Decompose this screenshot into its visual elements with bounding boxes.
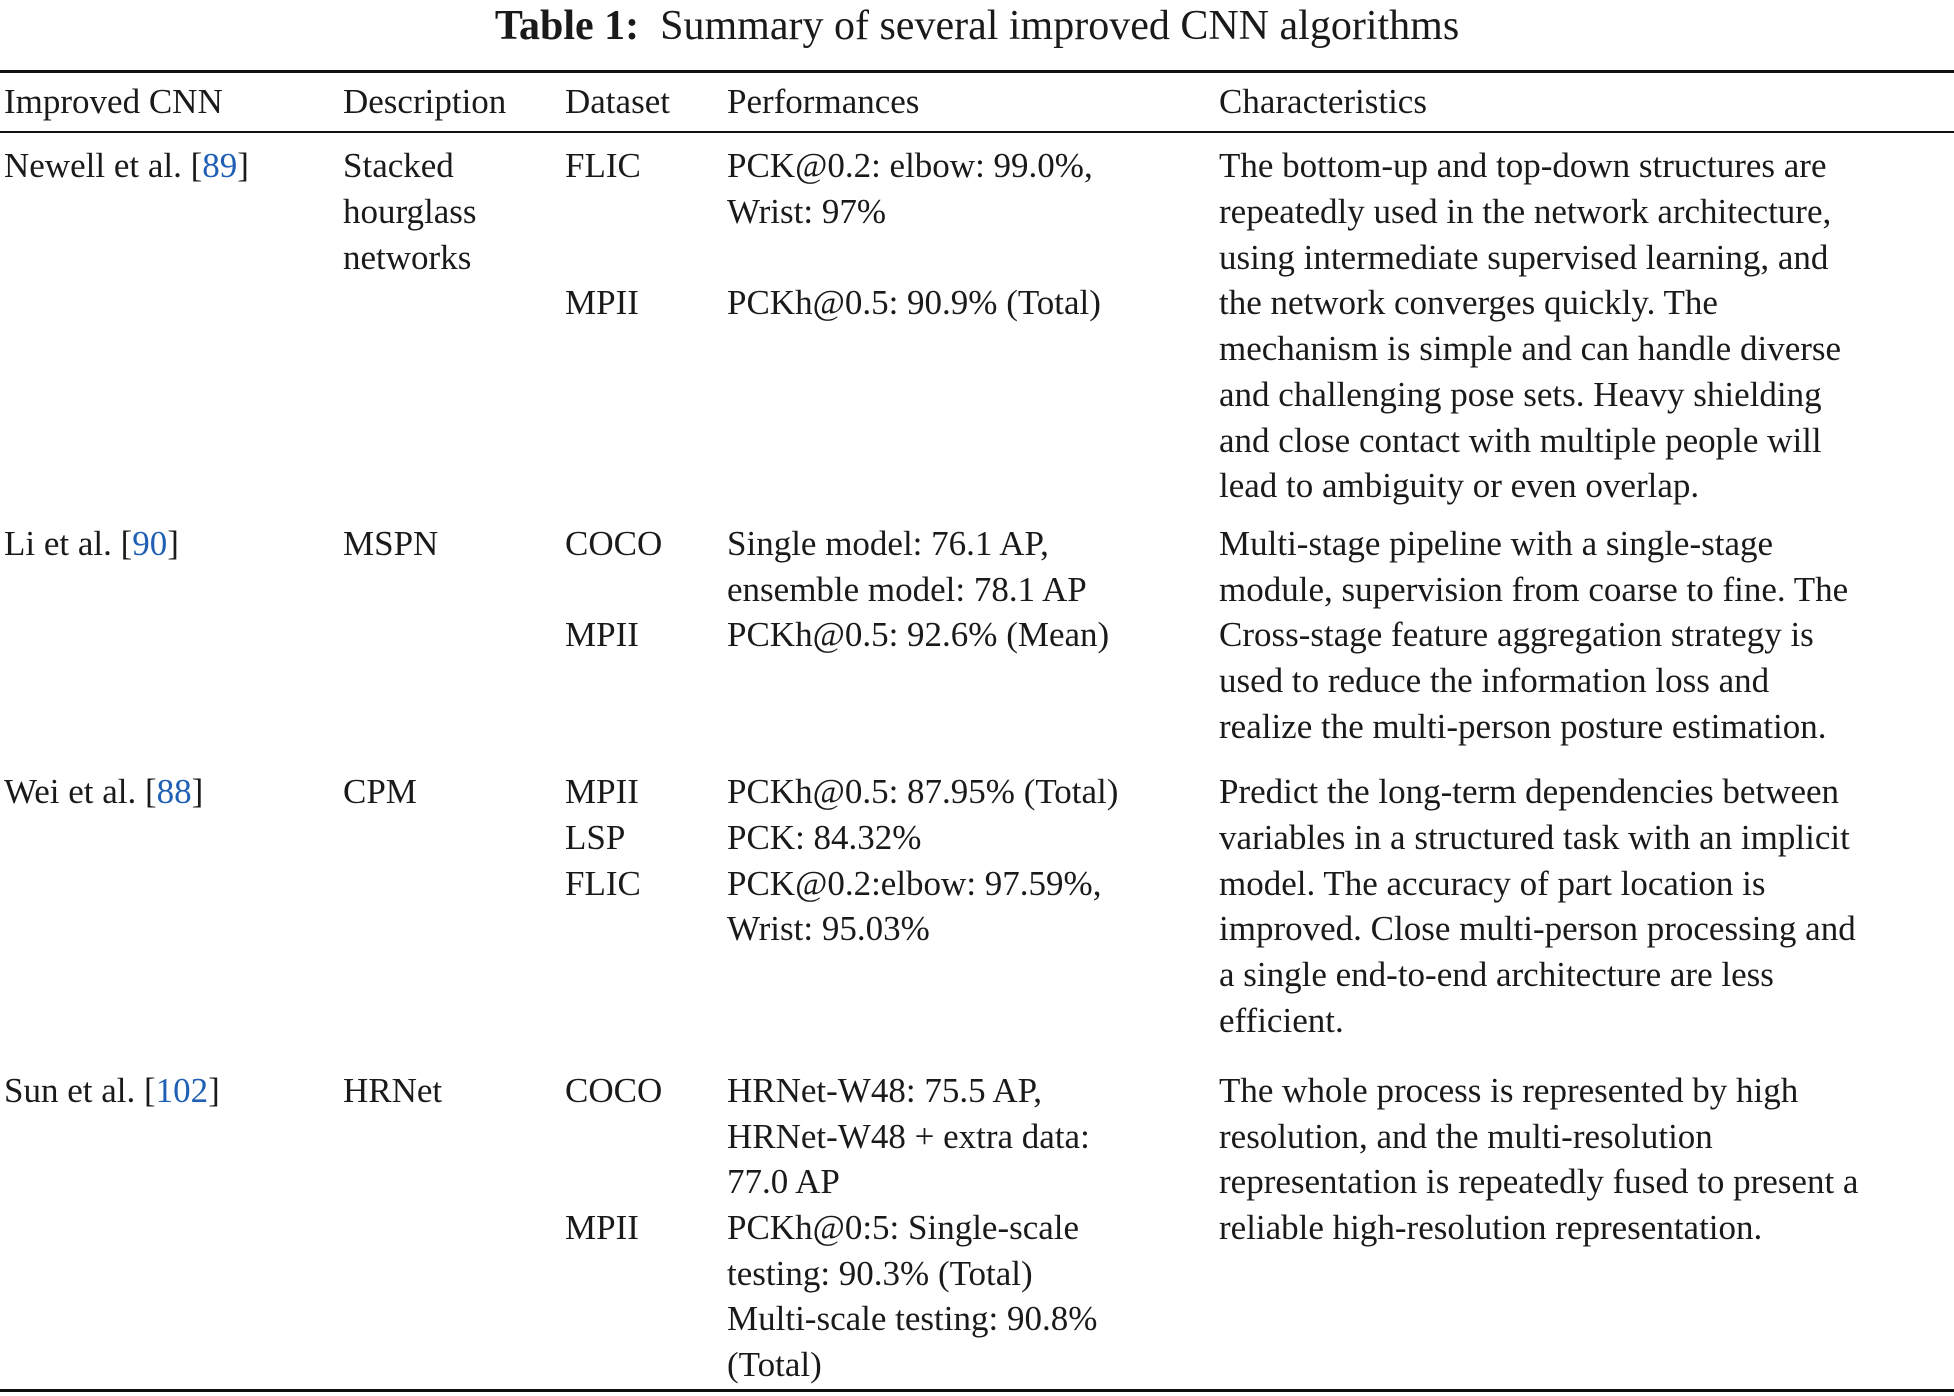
description-line: HRNet [343, 1071, 443, 1110]
dataset-label: MPII [565, 615, 639, 654]
dataset-label: COCO [565, 1071, 663, 1110]
description-line: networks [343, 238, 472, 277]
characteristics-line: the network converges quickly. The [1219, 283, 1718, 322]
characteristics-line: model. The accuracy of part location is [1219, 864, 1766, 903]
bottom-rule [0, 1389, 1954, 1392]
dataset-label: FLIC [565, 864, 641, 903]
method-name: Li et al. [4, 524, 112, 563]
citation-link[interactable]: 89 [202, 146, 238, 185]
description-line: Stacked [343, 146, 454, 185]
header-improved-cnn: Improved CNN [4, 82, 223, 121]
characteristics-line: The whole process is represented by high [1219, 1071, 1799, 1110]
dataset-label: COCO [565, 524, 663, 563]
citation-link[interactable]: 102 [155, 1071, 209, 1110]
top-rule [0, 70, 1954, 73]
table-caption [0, 0, 1954, 52]
header-rule [0, 131, 1954, 133]
performance-line: PCK: 84.32% [727, 818, 922, 857]
method-cell: Newell et al. [89] [4, 146, 249, 185]
characteristics-line: repeatedly used in the network architecture, [1219, 192, 1832, 231]
characteristics-line: mechanism is simple and can handle diverse [1219, 329, 1842, 368]
citation-link[interactable]: 90 [132, 524, 168, 563]
dataset-label: MPII [565, 283, 639, 322]
performance-line: PCK@0.2: elbow: 99.0%, [727, 146, 1093, 185]
characteristics-line: resolution, and the multi-resolution [1219, 1117, 1713, 1156]
caption-text: Summary of several improved CNN algorithms [660, 3, 1460, 49]
header-dataset: Dataset [565, 82, 670, 121]
characteristics-line: a single end-to-end architecture are less [1219, 955, 1774, 994]
characteristics-line: Predict the long-term dependencies between [1219, 772, 1840, 811]
performance-line: Multi-scale testing: 90.8% [727, 1299, 1098, 1338]
performance-line: ensemble model: 78.1 AP [727, 570, 1087, 609]
dataset-label: LSP [565, 818, 626, 857]
performance-line: Wrist: 97% [727, 192, 886, 231]
method-name: Wei et al. [4, 772, 137, 811]
characteristics-line: and close contact with multiple people will [1219, 421, 1822, 460]
performance-line: PCK@0.2:elbow: 97.59%, [727, 864, 1102, 903]
characteristics-line: and challenging pose sets. Heavy shielding [1219, 375, 1822, 414]
performance-line: 77.0 AP [727, 1162, 840, 1201]
characteristics-line: The bottom-up and top-down structures are [1219, 146, 1827, 185]
method-name: Sun et al. [4, 1071, 136, 1110]
method-cell: Li et al. [90] [4, 524, 179, 563]
performance-line: testing: 90.3% (Total) [727, 1254, 1033, 1293]
characteristics-line: Multi-stage pipeline with a single-stage [1219, 524, 1774, 563]
method-cell: Sun et al. [102] [4, 1071, 220, 1110]
dataset-label: MPII [565, 772, 639, 811]
header-performances: Performances [727, 82, 920, 121]
characteristics-line: using intermediate supervised learning, and [1219, 238, 1829, 277]
description-line: hourglass [343, 192, 477, 231]
description-line: MSPN [343, 524, 439, 563]
characteristics-line: realize the multi-person posture estimation. [1219, 707, 1827, 746]
performance-line: (Total) [727, 1345, 822, 1384]
header-characteristics: Characteristics [1219, 82, 1427, 121]
characteristics-line: representation is repeatedly fused to present a [1219, 1162, 1859, 1201]
characteristics-line: module, supervision from coarse to fine. The [1219, 570, 1849, 609]
characteristics-line: lead to ambiguity or even overlap. [1219, 466, 1700, 505]
method-name: Newell et al. [4, 146, 182, 185]
method-cell: Wei et al. [88] [4, 772, 204, 811]
performance-line: Wrist: 95.03% [727, 909, 930, 948]
performance-line: HRNet-W48: 75.5 AP, [727, 1071, 1042, 1110]
characteristics-line: efficient. [1219, 1001, 1344, 1040]
performance-line: Single model: 76.1 AP, [727, 524, 1049, 563]
characteristics-line: Cross-stage feature aggregation strategy is [1219, 615, 1814, 654]
dataset-label: FLIC [565, 146, 641, 185]
performance-line: PCKh@0:5: Single-scale [727, 1208, 1080, 1247]
dataset-label: MPII [565, 1208, 639, 1247]
performance-line: HRNet-W48 + extra data: [727, 1117, 1090, 1156]
performance-line: PCKh@0.5: 90.9% (Total) [727, 283, 1101, 322]
characteristics-line: used to reduce the information loss and [1219, 661, 1770, 700]
performance-line: PCKh@0.5: 92.6% (Mean) [727, 615, 1110, 654]
caption-label: Table 1: [494, 3, 640, 49]
citation-link[interactable]: 88 [156, 772, 192, 811]
characteristics-line: reliable high-resolution representation. [1219, 1208, 1763, 1247]
characteristics-line: improved. Close multi-person processing and [1219, 909, 1856, 948]
header-description: Description [343, 82, 507, 121]
performance-line: PCKh@0.5: 87.95% (Total) [727, 772, 1119, 811]
characteristics-line: variables in a structured task with an implicit [1219, 818, 1850, 857]
description-line: CPM [343, 772, 417, 811]
